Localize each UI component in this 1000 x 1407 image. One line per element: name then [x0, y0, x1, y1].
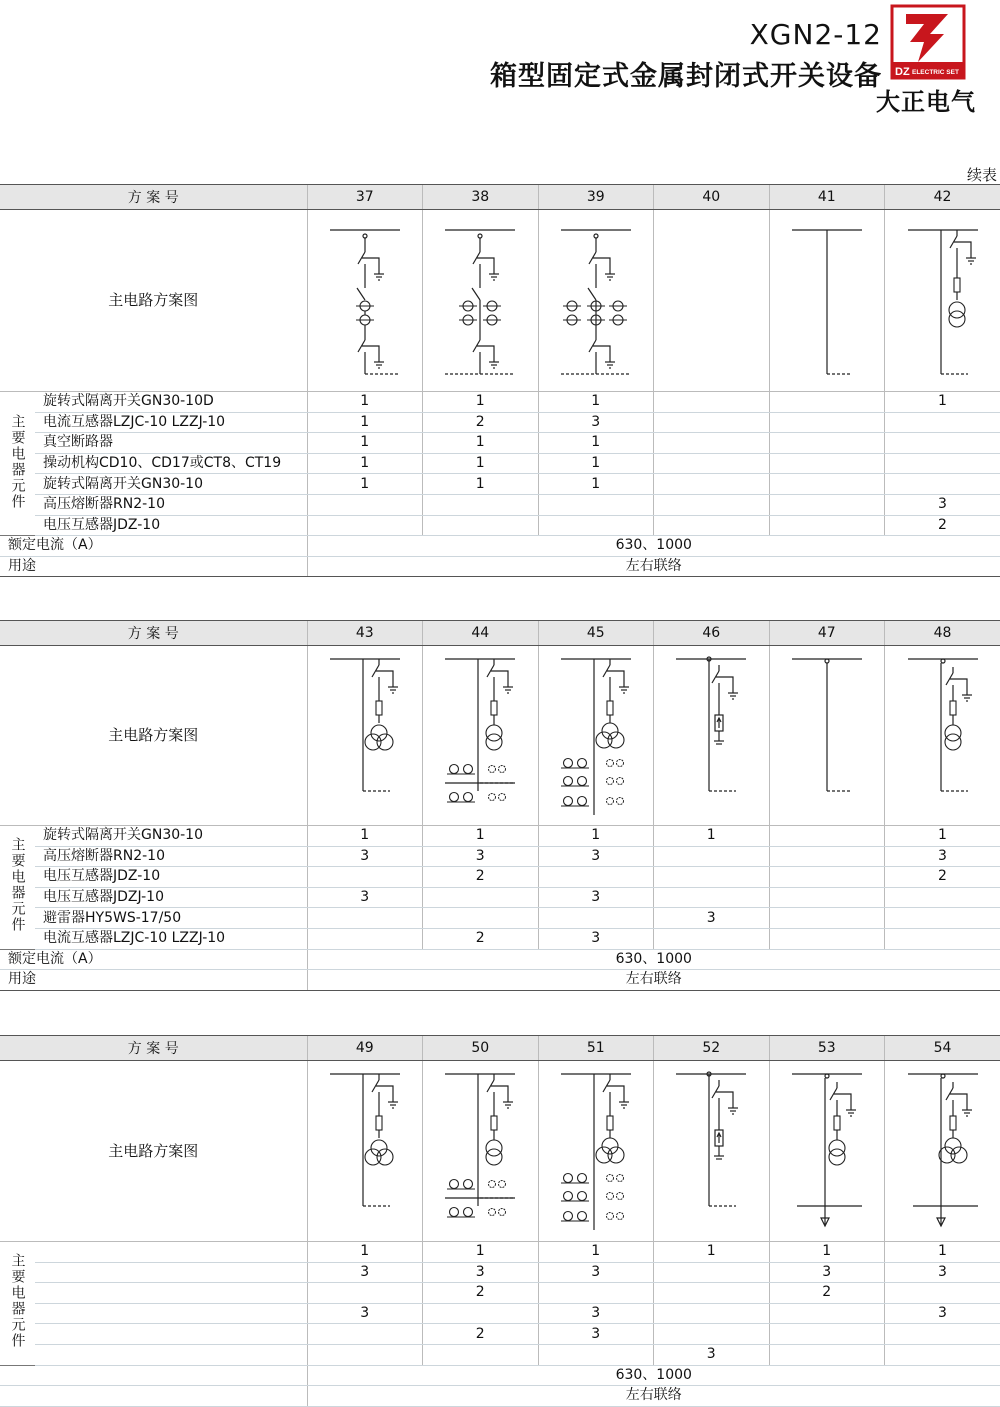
cell	[769, 474, 885, 495]
cell: 2	[423, 928, 539, 949]
scheme-number: 45	[538, 621, 654, 646]
circuit-diagram	[903, 1066, 983, 1236]
scheme-number: 38	[423, 185, 539, 210]
cell: 1	[307, 453, 423, 474]
cell	[538, 515, 654, 536]
cell	[654, 453, 770, 474]
cell	[769, 453, 885, 474]
usage-label	[0, 1386, 307, 1407]
circuit-diagram	[903, 216, 983, 386]
cell: 3	[423, 1262, 539, 1283]
circuit-diagram	[556, 216, 636, 386]
cell	[307, 1344, 423, 1365]
cell	[538, 867, 654, 888]
cell	[769, 433, 885, 454]
cell	[769, 826, 885, 847]
component-label: 电压互感器JDZJ-10	[35, 887, 307, 908]
component-label: 旋转式隔离开关GN30-10	[35, 826, 307, 847]
rated-current-label	[0, 1365, 307, 1386]
scheme-header: 方 案 号	[0, 621, 307, 646]
cell	[307, 867, 423, 888]
scheme-number: 41	[769, 185, 885, 210]
cell: 3	[307, 887, 423, 908]
circuit-diagram	[903, 651, 983, 821]
scheme-header: 方 案 号	[0, 185, 307, 210]
cell	[769, 494, 885, 515]
cell: 1	[423, 392, 539, 413]
main-components-label: 主要电器元件	[0, 1242, 35, 1366]
cell	[423, 887, 539, 908]
cell: 1	[538, 433, 654, 454]
rated-current-value: 630、1000	[307, 1365, 1000, 1386]
usage-value: 左右联络	[307, 970, 1000, 991]
scheme-number: 48	[885, 621, 1000, 646]
cell: 2	[423, 1283, 539, 1304]
rated-current-value: 630、1000	[307, 949, 1000, 970]
circuit-diagram	[671, 1066, 751, 1236]
component-label	[35, 1283, 307, 1304]
cell: 1	[538, 826, 654, 847]
circuit-diagram	[556, 1066, 636, 1236]
cell	[654, 515, 770, 536]
cell: 3	[538, 1324, 654, 1345]
cell	[885, 928, 1000, 949]
cell	[538, 1344, 654, 1365]
cell: 1	[423, 433, 539, 454]
cell	[538, 494, 654, 515]
cell	[769, 867, 885, 888]
cell: 3	[538, 412, 654, 433]
cell: 1	[885, 826, 1000, 847]
cell	[423, 908, 539, 929]
cell	[769, 846, 885, 867]
scheme-number: 42	[885, 185, 1000, 210]
scheme-table-3	[0, 1035, 1000, 1407]
circuit-diagram	[671, 651, 751, 821]
scheme-number: 51	[538, 1036, 654, 1061]
cell: 2	[423, 412, 539, 433]
usage-value: 左右联络	[307, 556, 1000, 577]
circuit-diagram	[556, 651, 636, 821]
cell	[654, 846, 770, 867]
cell	[654, 412, 770, 433]
circuit-diagram	[325, 1066, 405, 1236]
cell	[769, 412, 885, 433]
cell	[769, 928, 885, 949]
circuit-diagram	[440, 1066, 520, 1236]
cell	[538, 908, 654, 929]
continued-label: 续表	[967, 164, 997, 185]
cell	[423, 1303, 539, 1324]
cell: 1	[538, 392, 654, 413]
cell	[423, 515, 539, 536]
component-label: 旋转式隔离开关GN30-10	[35, 474, 307, 495]
circuit-diagram	[787, 651, 867, 821]
component-label: 真空断路器	[35, 433, 307, 454]
cell	[307, 1324, 423, 1345]
diagram-label: 主电路方案图	[0, 1061, 307, 1242]
scheme-table-1	[0, 184, 1000, 577]
cell	[654, 1303, 770, 1324]
circuit-diagram	[325, 651, 405, 821]
circuit-diagram	[787, 1066, 867, 1236]
cell: 1	[307, 826, 423, 847]
cell	[654, 1324, 770, 1345]
cell: 1	[538, 474, 654, 495]
cell	[423, 1344, 539, 1365]
cell: 3	[538, 928, 654, 949]
cell: 3	[538, 1262, 654, 1283]
scheme-number: 53	[769, 1036, 885, 1061]
cell: 3	[654, 1344, 770, 1365]
page-title: 箱型固定式金属封闭式开关设备	[490, 54, 882, 93]
scheme-header: 方 案 号	[0, 1036, 307, 1061]
rated-current-value: 630、1000	[307, 536, 1000, 557]
component-label	[35, 1344, 307, 1365]
cell: 2	[423, 867, 539, 888]
cell	[885, 1344, 1000, 1365]
scheme-number: 43	[307, 621, 423, 646]
cell	[307, 908, 423, 929]
cell	[769, 1303, 885, 1324]
usage-label: 用途	[0, 970, 307, 991]
cell	[307, 1283, 423, 1304]
brand-name: 大正电气	[876, 82, 976, 117]
component-label	[35, 1242, 307, 1263]
logo-text: DZ	[895, 66, 910, 78]
usage-label: 用途	[0, 556, 307, 577]
cell: 1	[307, 412, 423, 433]
scheme-number: 47	[769, 621, 885, 646]
cell: 1	[423, 474, 539, 495]
cell: 1	[885, 1242, 1000, 1263]
cell	[654, 474, 770, 495]
component-label: 操动机构CD10、CD17或CT8、CT19	[35, 453, 307, 474]
cell: 3	[769, 1262, 885, 1283]
cell: 1	[423, 826, 539, 847]
cell	[885, 887, 1000, 908]
cell: 3	[307, 1303, 423, 1324]
cell: 3	[538, 887, 654, 908]
cell	[654, 887, 770, 908]
cell	[654, 494, 770, 515]
cell: 3	[538, 1303, 654, 1324]
cell: 1	[423, 453, 539, 474]
cell: 1	[307, 1242, 423, 1263]
cell: 3	[885, 1303, 1000, 1324]
cell	[885, 453, 1000, 474]
cell	[654, 1262, 770, 1283]
scheme-number: 49	[307, 1036, 423, 1061]
circuit-diagram	[787, 216, 867, 386]
cell	[307, 515, 423, 536]
scheme-number: 40	[654, 185, 770, 210]
cell	[885, 1324, 1000, 1345]
cell	[538, 1283, 654, 1304]
component-label	[35, 1262, 307, 1283]
scheme-number: 44	[423, 621, 539, 646]
cell: 3	[307, 1262, 423, 1283]
component-label: 电流互感器LZJC-10 LZZJ-10	[35, 412, 307, 433]
cell: 3	[307, 846, 423, 867]
cell: 1	[307, 392, 423, 413]
cell: 3	[885, 494, 1000, 515]
cell: 1	[307, 433, 423, 454]
diagram-label: 主电路方案图	[0, 210, 307, 392]
cell	[769, 392, 885, 413]
scheme-number: 39	[538, 185, 654, 210]
component-label: 高压熔断器RN2-10	[35, 846, 307, 867]
cell	[654, 1283, 770, 1304]
cell: 3	[885, 1262, 1000, 1283]
component-label: 电流互感器LZJC-10 LZZJ-10	[35, 928, 307, 949]
scheme-number: 52	[654, 1036, 770, 1061]
component-label: 电压互感器JDZ-10	[35, 867, 307, 888]
component-label: 避雷器HY5WS-17/50	[35, 908, 307, 929]
cell	[769, 1324, 885, 1345]
cell: 3	[885, 846, 1000, 867]
cell	[885, 474, 1000, 495]
component-label: 高压熔断器RN2-10	[35, 494, 307, 515]
cell	[769, 908, 885, 929]
circuit-diagram	[325, 216, 405, 386]
cell	[654, 392, 770, 413]
cell: 2	[769, 1283, 885, 1304]
cell	[654, 928, 770, 949]
cell	[423, 494, 539, 515]
cell: 1	[307, 474, 423, 495]
circuit-diagram	[440, 651, 520, 821]
cell: 1	[769, 1242, 885, 1263]
cell	[307, 928, 423, 949]
component-label: 电压互感器JDZ-10	[35, 515, 307, 536]
cell	[885, 908, 1000, 929]
usage-value: 左右联络	[307, 1386, 1000, 1407]
diagram-label: 主电路方案图	[0, 646, 307, 826]
cell: 1	[885, 392, 1000, 413]
cell: 2	[885, 867, 1000, 888]
cell	[307, 494, 423, 515]
cell	[769, 515, 885, 536]
cell: 1	[538, 1242, 654, 1263]
cell	[654, 867, 770, 888]
scheme-number: 46	[654, 621, 770, 646]
cell: 3	[423, 846, 539, 867]
scheme-number: 54	[885, 1036, 1000, 1061]
rated-current-label: 额定电流（A）	[0, 949, 307, 970]
scheme-number: 50	[423, 1036, 539, 1061]
rated-current-label: 额定电流（A）	[0, 536, 307, 557]
main-components-label: 主要电器元件	[0, 392, 35, 536]
cell	[769, 887, 885, 908]
component-label	[35, 1303, 307, 1324]
cell: 3	[654, 908, 770, 929]
cell: 1	[538, 453, 654, 474]
circuit-diagram	[440, 216, 520, 386]
component-label	[35, 1324, 307, 1345]
cell	[885, 412, 1000, 433]
dz-logo	[890, 4, 966, 80]
scheme-number: 37	[307, 185, 423, 210]
model-number: XGN2-12	[750, 18, 882, 51]
scheme-table-2	[0, 620, 1000, 991]
cell	[885, 433, 1000, 454]
component-label: 旋转式隔离开关GN30-10D	[35, 392, 307, 413]
cell	[654, 433, 770, 454]
cell: 2	[885, 515, 1000, 536]
logo-subtext: ELECTRIC SET	[912, 69, 959, 76]
cell: 2	[423, 1324, 539, 1345]
cell	[885, 1283, 1000, 1304]
cell: 1	[654, 1242, 770, 1263]
main-components-label: 主要电器元件	[0, 826, 35, 950]
cell: 1	[423, 1242, 539, 1263]
cell: 3	[538, 846, 654, 867]
cell: 1	[654, 826, 770, 847]
cell	[769, 1344, 885, 1365]
